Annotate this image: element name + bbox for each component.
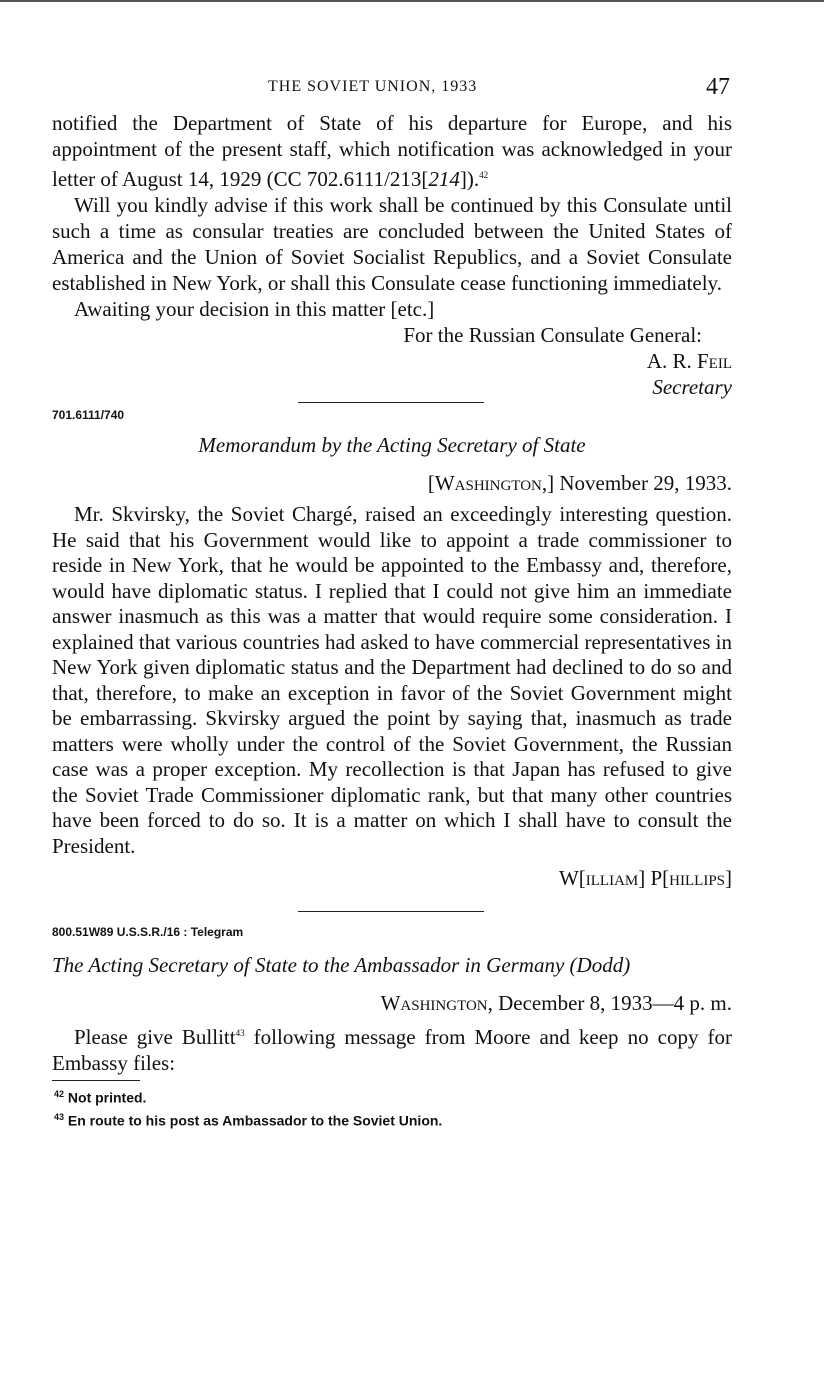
section-divider (298, 402, 484, 403)
section-divider-2 (298, 911, 484, 912)
footnote-ref: 43 (235, 1028, 245, 1038)
footnote-ref: 42 (479, 170, 489, 180)
memo-body: Mr. Skvirsky, the Soviet Chargé, raised an exceedingly interesting question. He said that his Government would like to appoint a trade commissioner to reside in New York, that he would be appointed to the Embassy and, therefore, would have diplomatic status. I replied that I could not give him an immediate answer inasmuch as this was a matter that would require some consideration. I explained that various countries had asked to have commercial representatives in New York given diplomatic status and the Department had declined to do so and that, therefore, to make an exception in favor of the Soviet Government might be embarrassing. Skvirsky argued the point by saying that, inasmuch as trade matters were wholly under the control of the Soviet Government, the Russian case was a proper exception. My recollection is that Japan has refused to give the Soviet Trade Commissioner diplomatic rank, but that many other countries have been forced to do so. It is a matter on which I shall have to consult the President. (52, 502, 732, 858)
telegram-dateline: Washington, December 8, 1933—4 p. m. (380, 991, 732, 1015)
telegram-file-ref: 800.51W89 U.S.S.R./16 : Telegram (52, 925, 244, 939)
memo-dateline: [Washington,] November 29, 1933. (427, 471, 732, 495)
running-head: THE SOVIET UNION, 1933 (268, 78, 478, 95)
top-border (0, 0, 824, 2)
telegram-title: The Acting Secretary of State to the Ambassador in Germany (Dodd) (52, 953, 631, 977)
footnote-divider (52, 1080, 140, 1081)
page-number: 47 (706, 74, 730, 100)
letter-signer-title: Secretary (652, 375, 732, 399)
letter-closing: For the Russian Consulate General: (403, 323, 702, 347)
footnote-43: $^{43}$ En route to his post as Ambassador to the Soviet Union. (54, 1111, 443, 1129)
memo-ref-row (52, 402, 732, 420)
telegram-body: Please give Bullitt$^{43}$ following message from Moore and keep no copy for Embassy files: (52, 1025, 733, 1075)
document-page (52, 70, 732, 1130)
page-header (52, 70, 732, 110)
letter-paragraph-2: Will you kindly advise if this work shall be continued by this Consulate until such a time as consular treaties are concluded between the United States of America and the Union of Soviet Socialist Republics, and a Soviet Consulate established in New York, or shall this Consulate cease functioning immediately. (52, 193, 732, 295)
footnote-42: $^{42}$ Not printed. (54, 1089, 147, 1106)
memo-title: Memorandum by the Acting Secretary of State (198, 433, 586, 457)
letter-paragraph-1: notified the Department of State of his departure for Europe, and his appointment of the present staff, which notification was acknowledged in your letter of August 14, 1929 (CC 702.6111/213[214]).$^{42}$ (52, 111, 732, 191)
memo-signature: W[illiam] P[hillips] (558, 866, 732, 890)
letter-signer: A. R. Feil (646, 349, 732, 373)
memo-file-ref: 701.6111/740 (52, 408, 125, 422)
letter-paragraph-3: Awaiting your decision in this matter [etc.] (74, 297, 435, 321)
